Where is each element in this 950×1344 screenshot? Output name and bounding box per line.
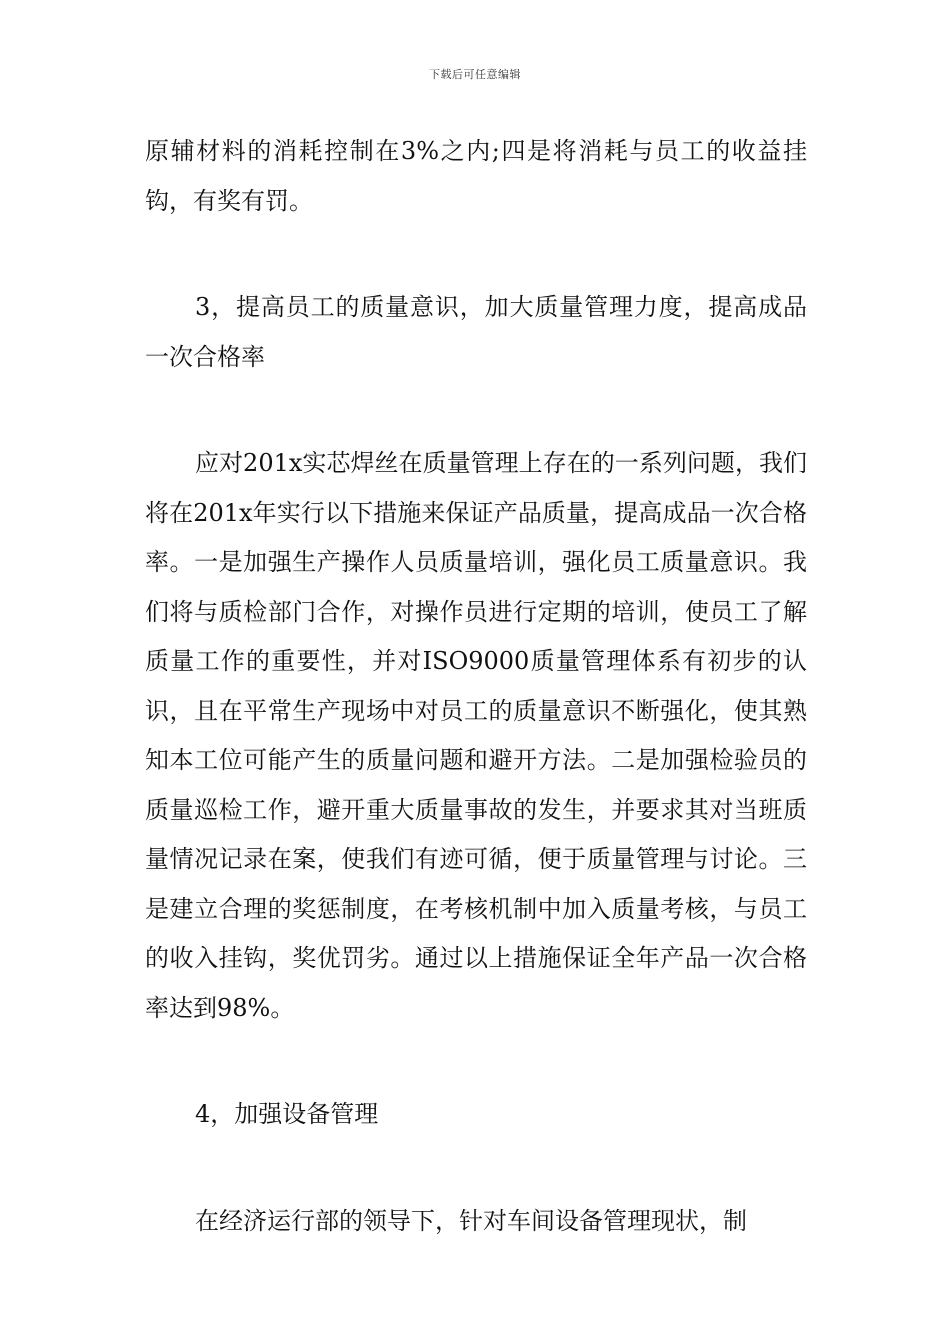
paragraph-equipment-management: 在经济运行部的领导下，针对车间设备管理现状，制 — [195, 1206, 747, 1235]
header-note: 下载后可任意编辑 — [429, 68, 521, 81]
paragraph-continuation: 原辅材料的消耗控制在3%之内;四是将消耗与员工的收益挂钩，有奖有罚。 — [145, 137, 807, 215]
section-heading-3: 3，提高员工的质量意识，加大质量管理力度，提高成品一次合格率 — [145, 293, 807, 371]
document-body — [145, 127, 807, 1246]
paragraph-quality-measures: 应对201x实芯焊丝在质量管理上存在的一系列问题，我们将在201x年实行以下措施来保证产品质量，提高成品一次合格率。一是加强生产操作人员质量培训，强化员工质量意识。我们将与质检部门合作，对操作员进行定期的培训，使员工了解质量工作的重要性，并对ISO9000质量管理体系有初步的认识，且在平常生产现场中对员工的质量意识不断强化，使其熟知本工位可能产生的质量问题和避开方法。二是加强检验员的质量巡检工作，避开重大质量事故的发生，并要求其对当班质量情况记录在案，使我们有迹可循，便于质量管理与讨论。三是建立合理的奖惩制度，在考核机制中加入质量考核，与员工的收入挂钩，奖优罚劣。通过以上措施保证全年产品一次合格率达到98%。 — [145, 449, 807, 1022]
section-heading-4: 4，加强设备管理 — [195, 1100, 379, 1128]
